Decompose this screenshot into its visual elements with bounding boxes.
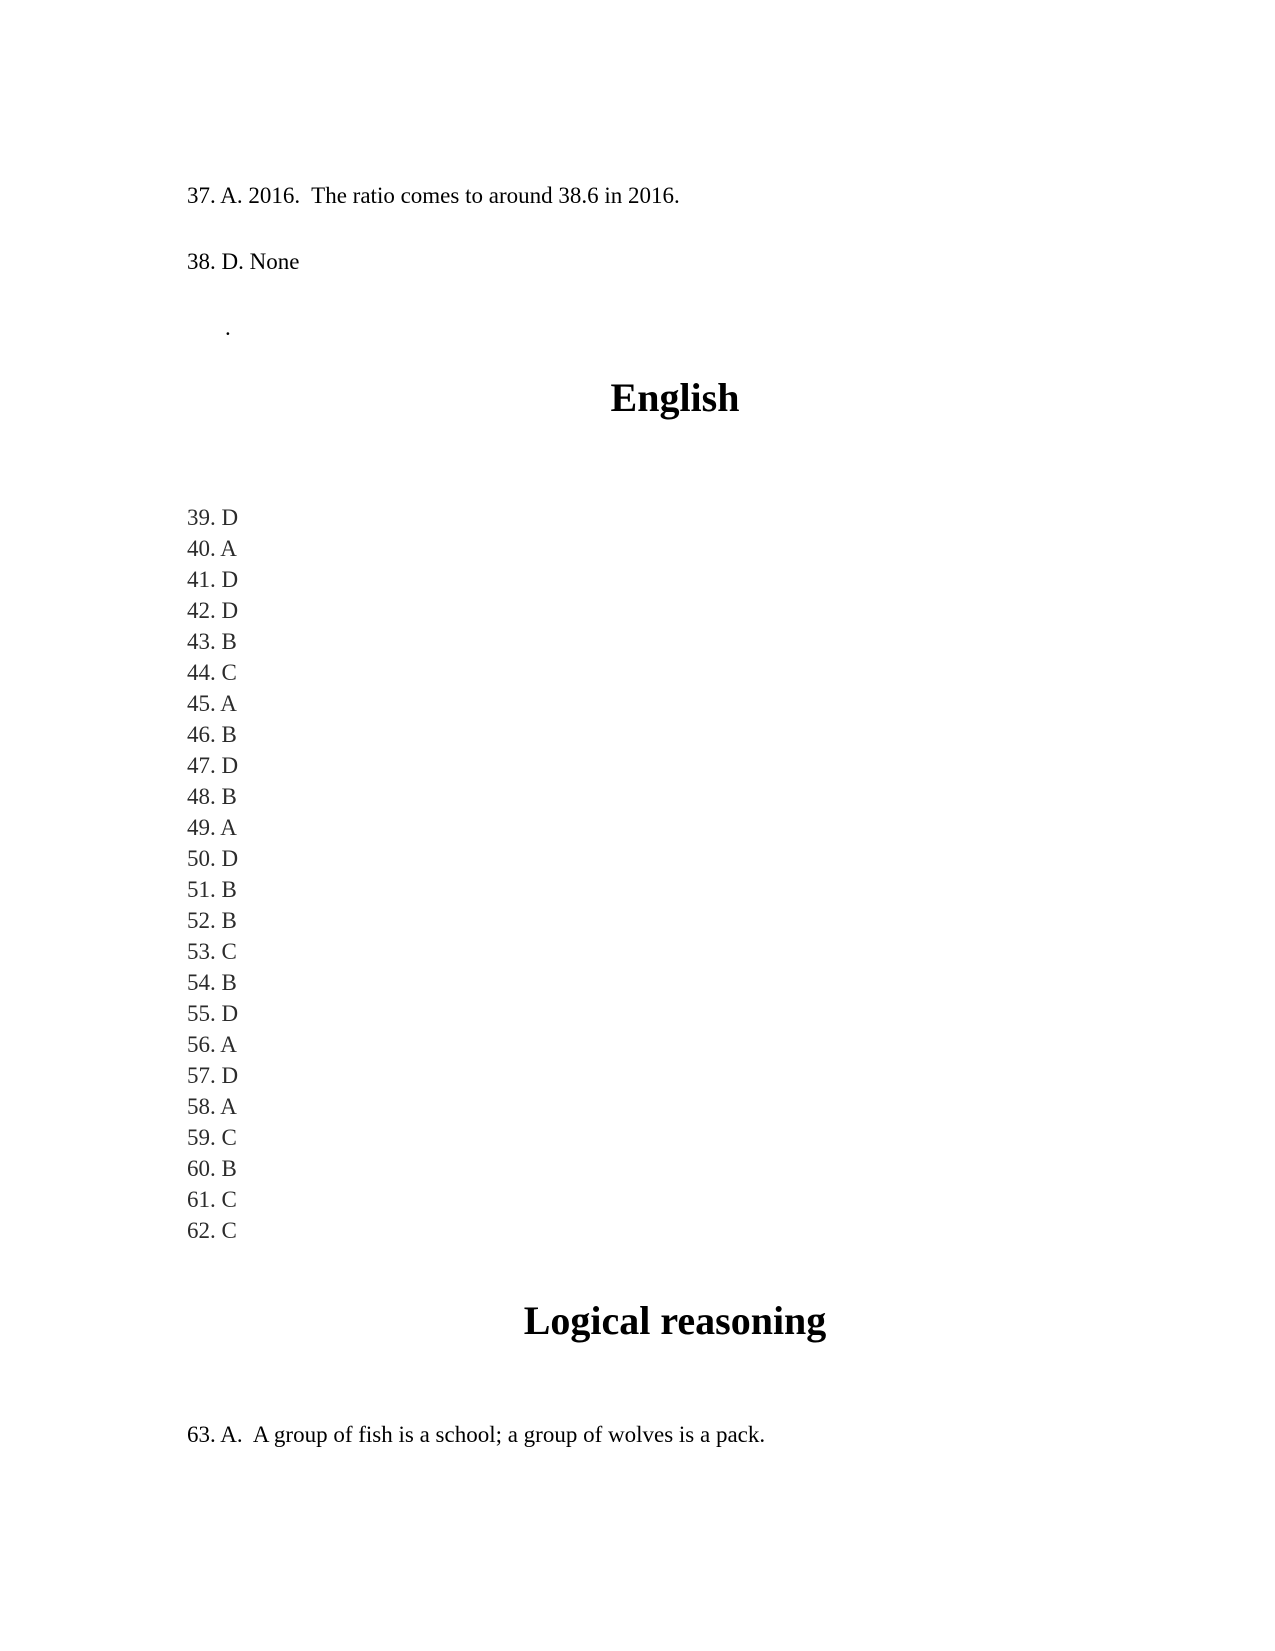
answer-list-item: 59. C — [187, 1125, 237, 1150]
answer-list-item: 54. B — [187, 970, 237, 995]
answer-list-item: 48. B — [187, 784, 237, 809]
stray-period: . — [225, 315, 231, 340]
answer-list-item: 53. C — [187, 939, 237, 964]
answer-list-item: 62. C — [187, 1218, 237, 1243]
answer-list-item: 60. B — [187, 1156, 237, 1181]
answer-list-item: 57. D — [187, 1063, 239, 1088]
answer-list-item: 43. B — [187, 629, 237, 654]
answer-38: 38. D. None — [187, 249, 300, 274]
english-answer-list — [187, 502, 238, 1246]
answer-list-item: 45. A — [187, 691, 237, 716]
answer-list-item: 47. D — [187, 753, 239, 778]
answer-63: 63. A. A group of fish is a school; a group of wolves is a pack. — [187, 1422, 766, 1447]
answer-list-item: 49. A — [187, 815, 237, 840]
answer-list-item: 39. D — [187, 505, 239, 530]
answer-list-item: 52. B — [187, 908, 237, 933]
answer-list-item: 51. B — [187, 877, 237, 902]
answer-list-item: 42. D — [187, 598, 239, 623]
answer-list-item: 55. D — [187, 1001, 239, 1026]
section-title-logical-reasoning: Logical reasoning — [523, 1298, 827, 1343]
section-title-english: English — [610, 375, 740, 420]
answer-list-item: 40. A — [187, 536, 237, 561]
answer-list-item: 41. D — [187, 567, 239, 592]
answer-list-item: 50. D — [187, 846, 239, 871]
answer-list-item: 44. C — [187, 660, 237, 685]
answer-list-item: 58. A — [187, 1094, 237, 1119]
answer-list-item: 46. B — [187, 722, 237, 747]
answer-37: 37. A. 2016. The ratio comes to around 38.6 in 2016. — [187, 183, 680, 208]
answer-list-item: 56. A — [187, 1032, 237, 1057]
answer-list-item: 61. C — [187, 1187, 237, 1212]
